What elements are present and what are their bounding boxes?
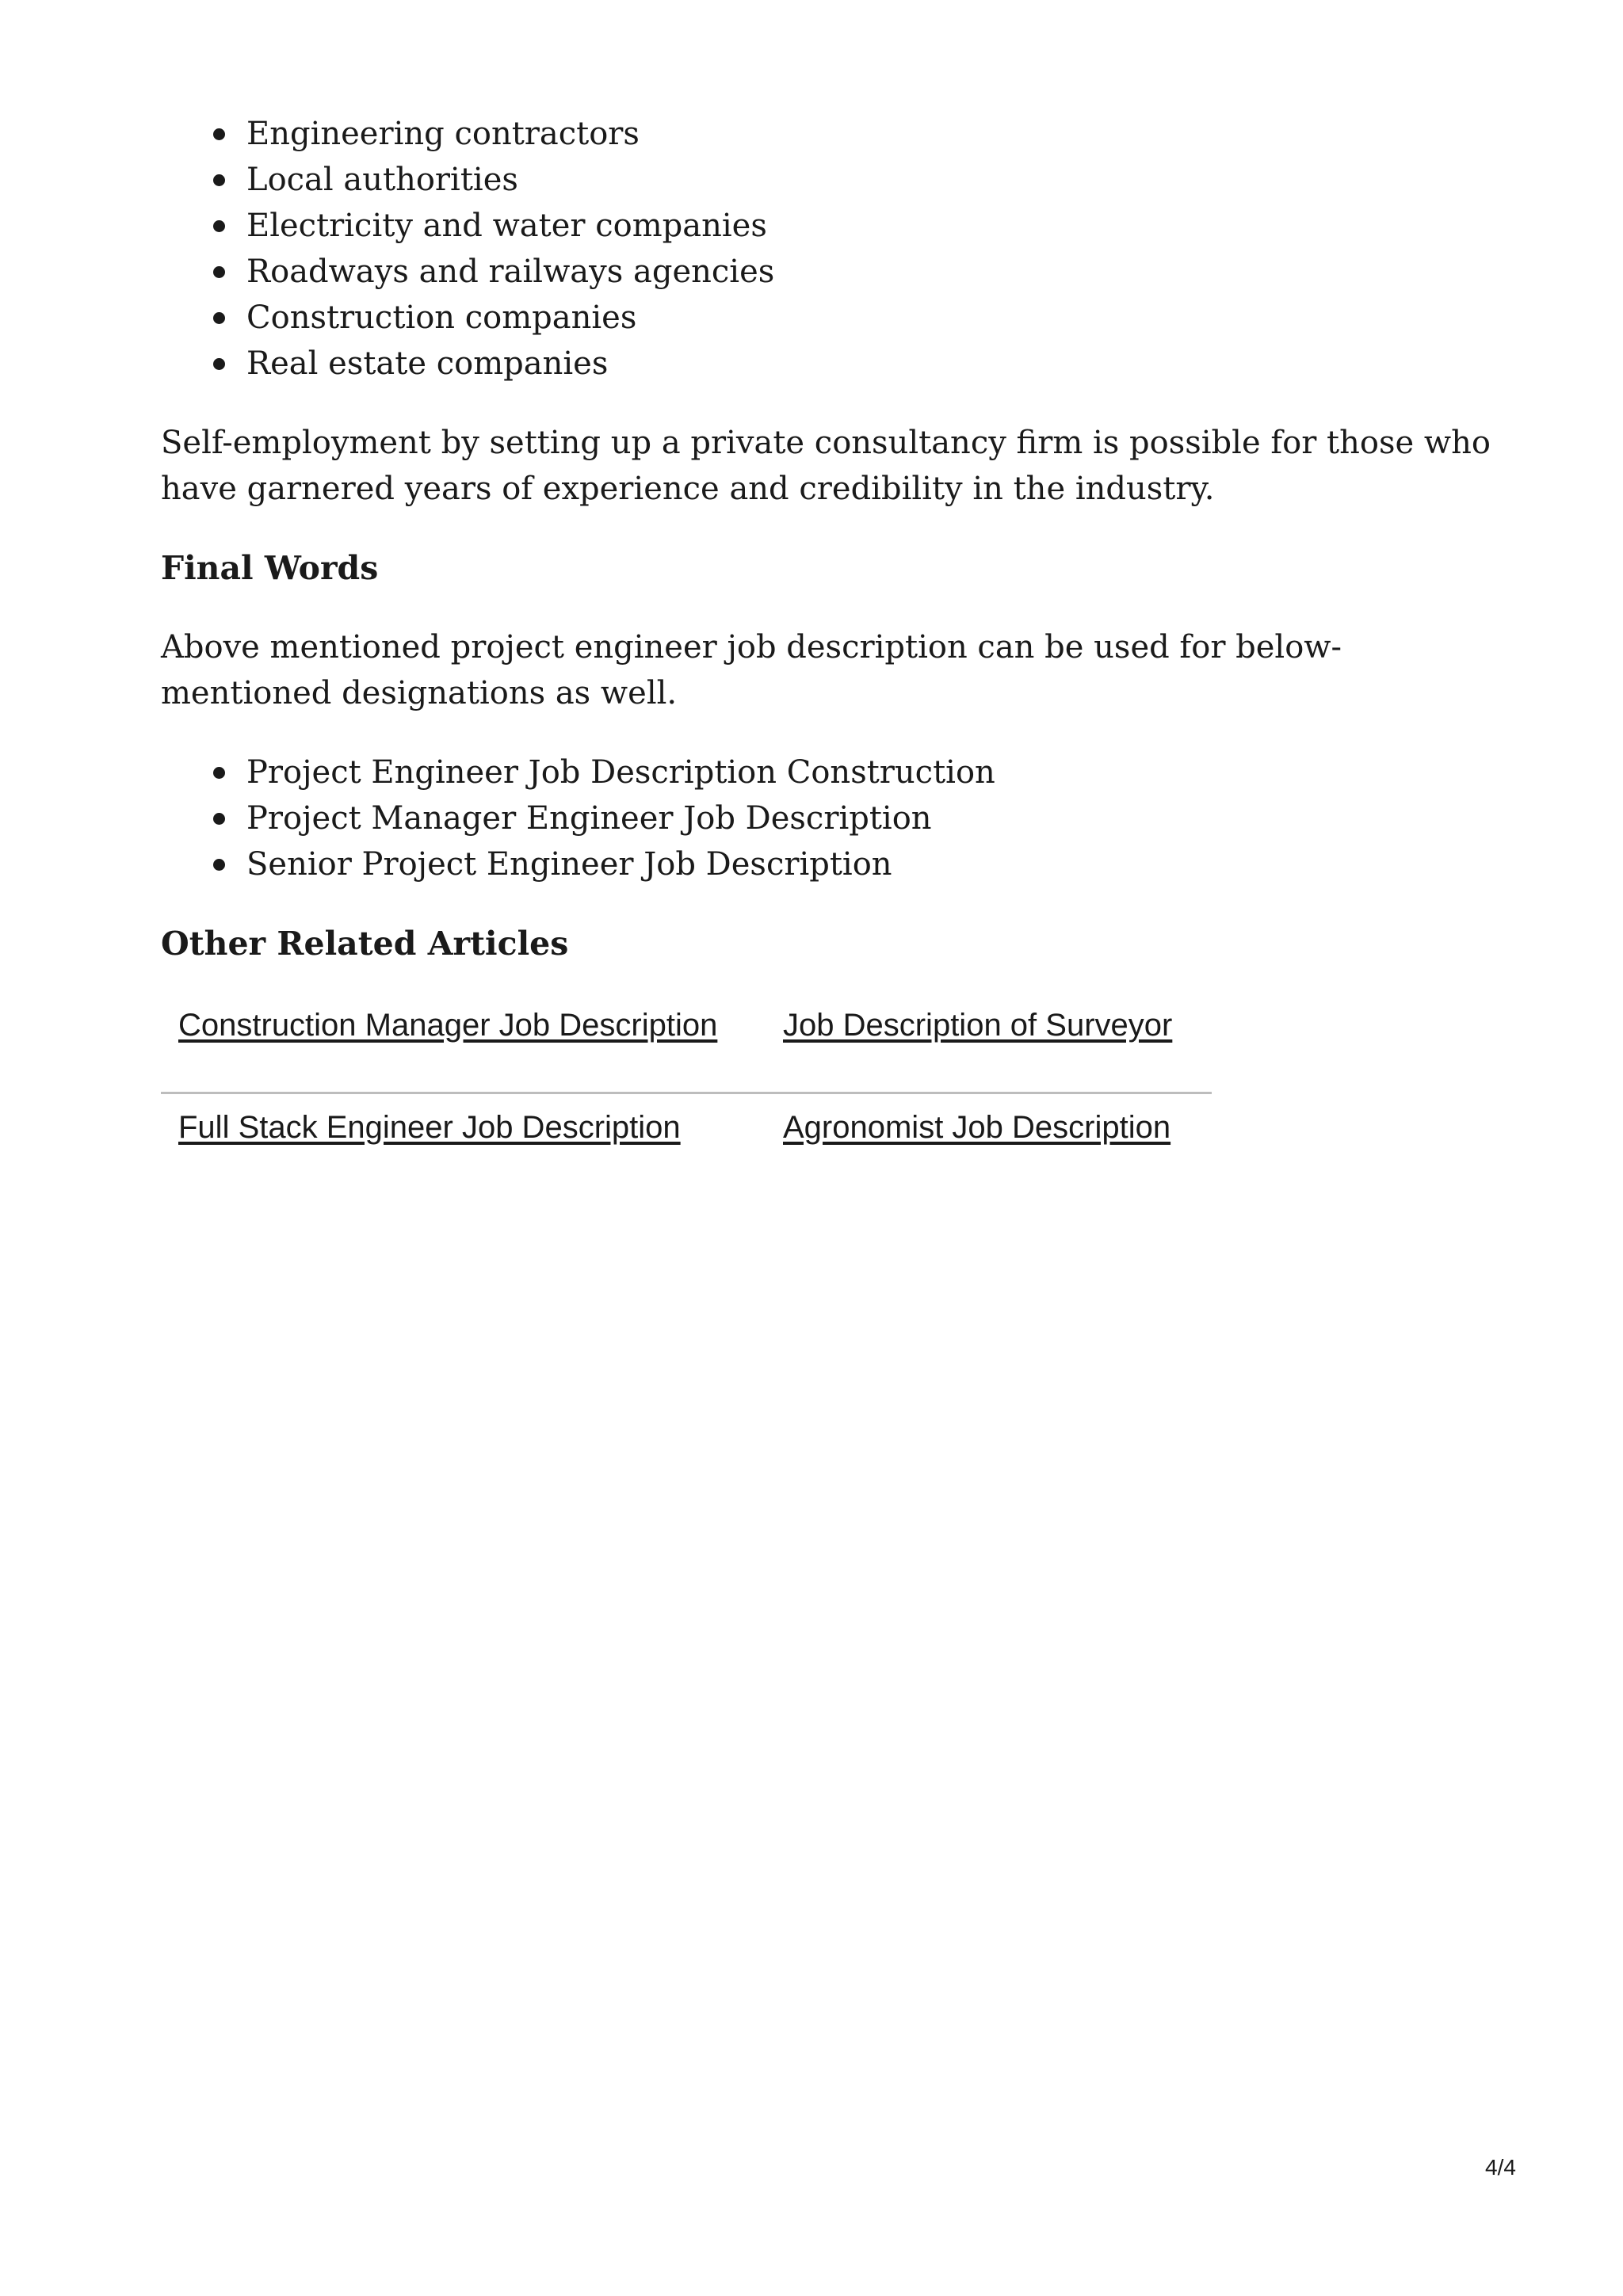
self-employment-paragraph: Self-employment by setting up a private consultancy firm is possible for those who have garnered years of experience and credibility in the industry. — [161, 425, 1491, 507]
related-article-link[interactable]: Agronomist Job Description — [783, 1110, 1171, 1145]
page-number: 4/4 — [1485, 2155, 1516, 2180]
table-cell — [766, 1108, 1212, 1146]
related-article-link[interactable]: Full Stack Engineer Job Description — [178, 1110, 681, 1145]
list-item: Roadways and railways agencies — [246, 249, 1492, 295]
table-cell — [161, 1006, 766, 1044]
final-words-heading: Final Words — [161, 549, 379, 587]
list-item: Project Engineer Job Description Construction — [246, 749, 1492, 795]
list-item: Engineering contractors — [246, 111, 1492, 157]
employers-list — [161, 111, 1492, 387]
table-cell — [766, 1006, 1212, 1044]
table-row — [161, 1006, 1212, 1094]
related-articles-table — [161, 1006, 1212, 1146]
related-article-link[interactable]: Job Description of Surveyor — [783, 1008, 1173, 1043]
list-item: Electricity and water companies — [246, 203, 1492, 249]
document-page — [161, 111, 1492, 1146]
related-articles-heading: Other Related Articles — [161, 925, 569, 963]
list-item: Senior Project Engineer Job Description — [246, 841, 1492, 887]
table-cell — [161, 1108, 766, 1146]
final-words-paragraph: Above mentioned project engineer job description can be used for below-mentioned designations as well. — [161, 629, 1342, 711]
list-item: Project Manager Engineer Job Description — [246, 795, 1492, 841]
related-article-link[interactable]: Construction Manager Job Description — [178, 1008, 718, 1043]
table-row — [161, 1094, 1212, 1146]
list-item: Construction companies — [246, 295, 1492, 341]
designations-list — [161, 749, 1492, 887]
list-item: Local authorities — [246, 157, 1492, 203]
list-item: Real estate companies — [246, 341, 1492, 387]
